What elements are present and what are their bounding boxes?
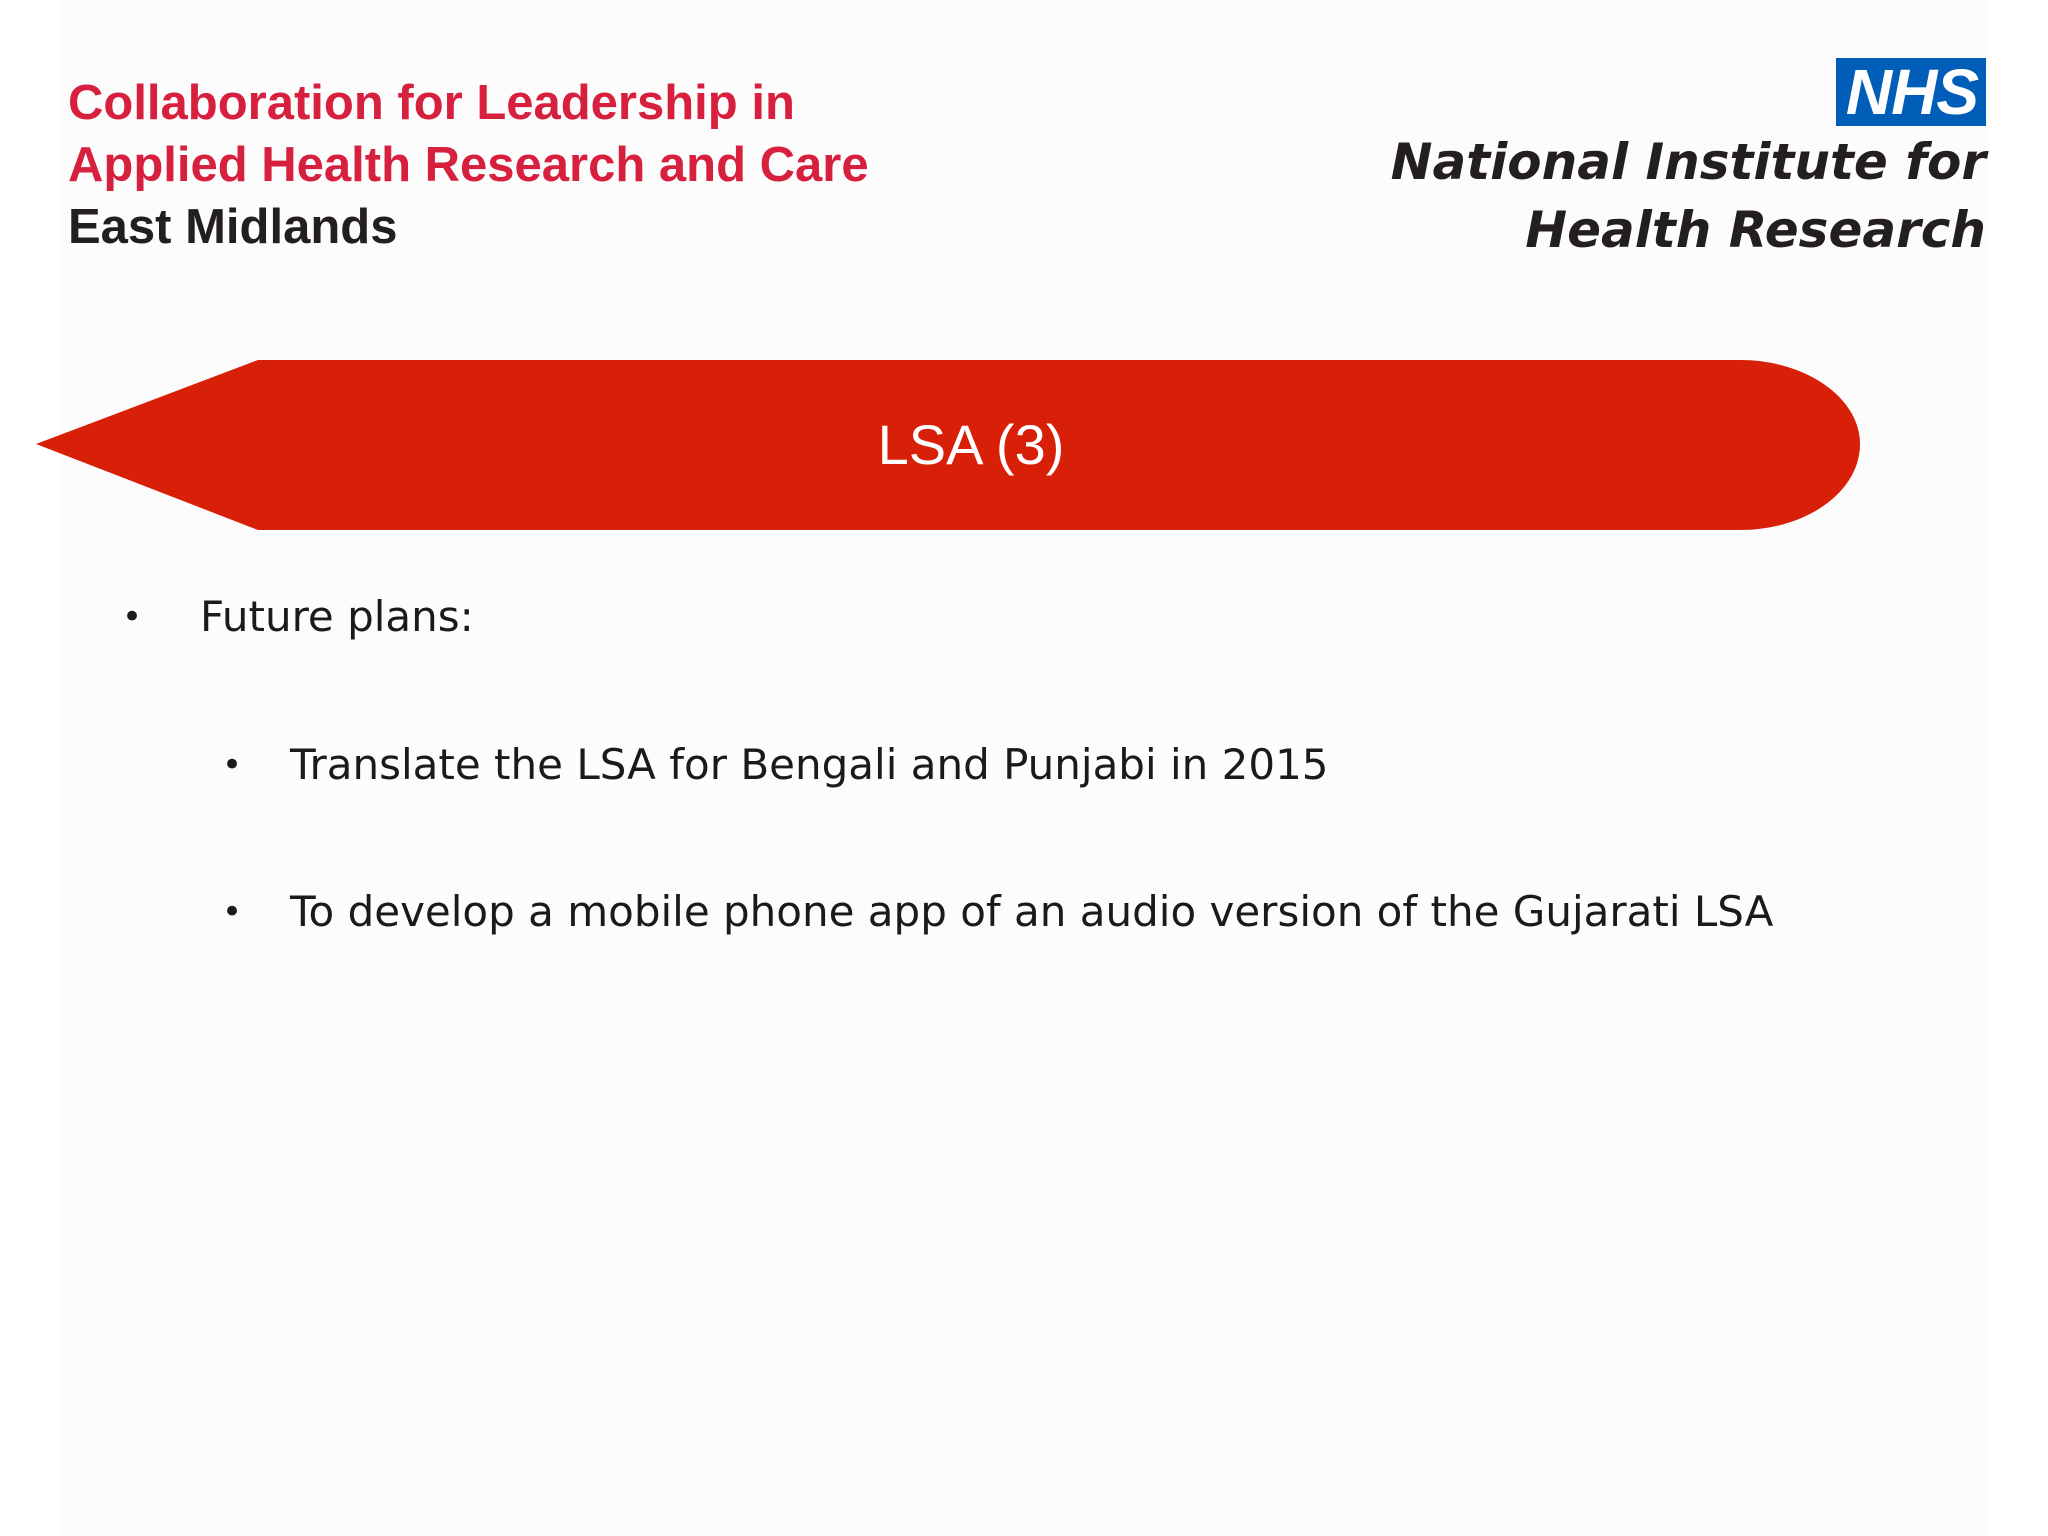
slide-title: LSA (3) [877, 413, 1065, 476]
bullet-item-mobile-app [222, 887, 1774, 937]
bullet-item-future-plans [122, 592, 474, 642]
bullet-dot-icon: • [222, 745, 243, 785]
bullet-text: Translate the LSA for Bengali and Punjabi in 2015 [290, 740, 1329, 789]
bullet-dot-icon: • [122, 597, 143, 637]
nhs-badge: NHS [1836, 58, 1986, 126]
bullet-text: To develop a mobile phone app of an audio version of the Gujarati LSA [290, 887, 1774, 936]
bullet-dot-icon: • [222, 892, 243, 932]
nihr-name [1286, 128, 1986, 264]
bullet-item-translate [222, 740, 1329, 790]
title-banner [36, 360, 1862, 530]
clahrc-logo-line-1: Collaboration for Leadership in [68, 76, 795, 130]
clahrc-logo-line-2: Applied Health Research and Care [68, 138, 869, 192]
nihr-name-line-2: Health Research [1525, 201, 1986, 259]
nihr-logo [1286, 58, 1986, 264]
bullet-text: Future plans: [200, 592, 474, 641]
nihr-name-line-1: National Institute for [1390, 133, 1986, 191]
clahrc-logo [68, 72, 968, 258]
clahrc-logo-line-3: East Midlands [68, 200, 398, 254]
